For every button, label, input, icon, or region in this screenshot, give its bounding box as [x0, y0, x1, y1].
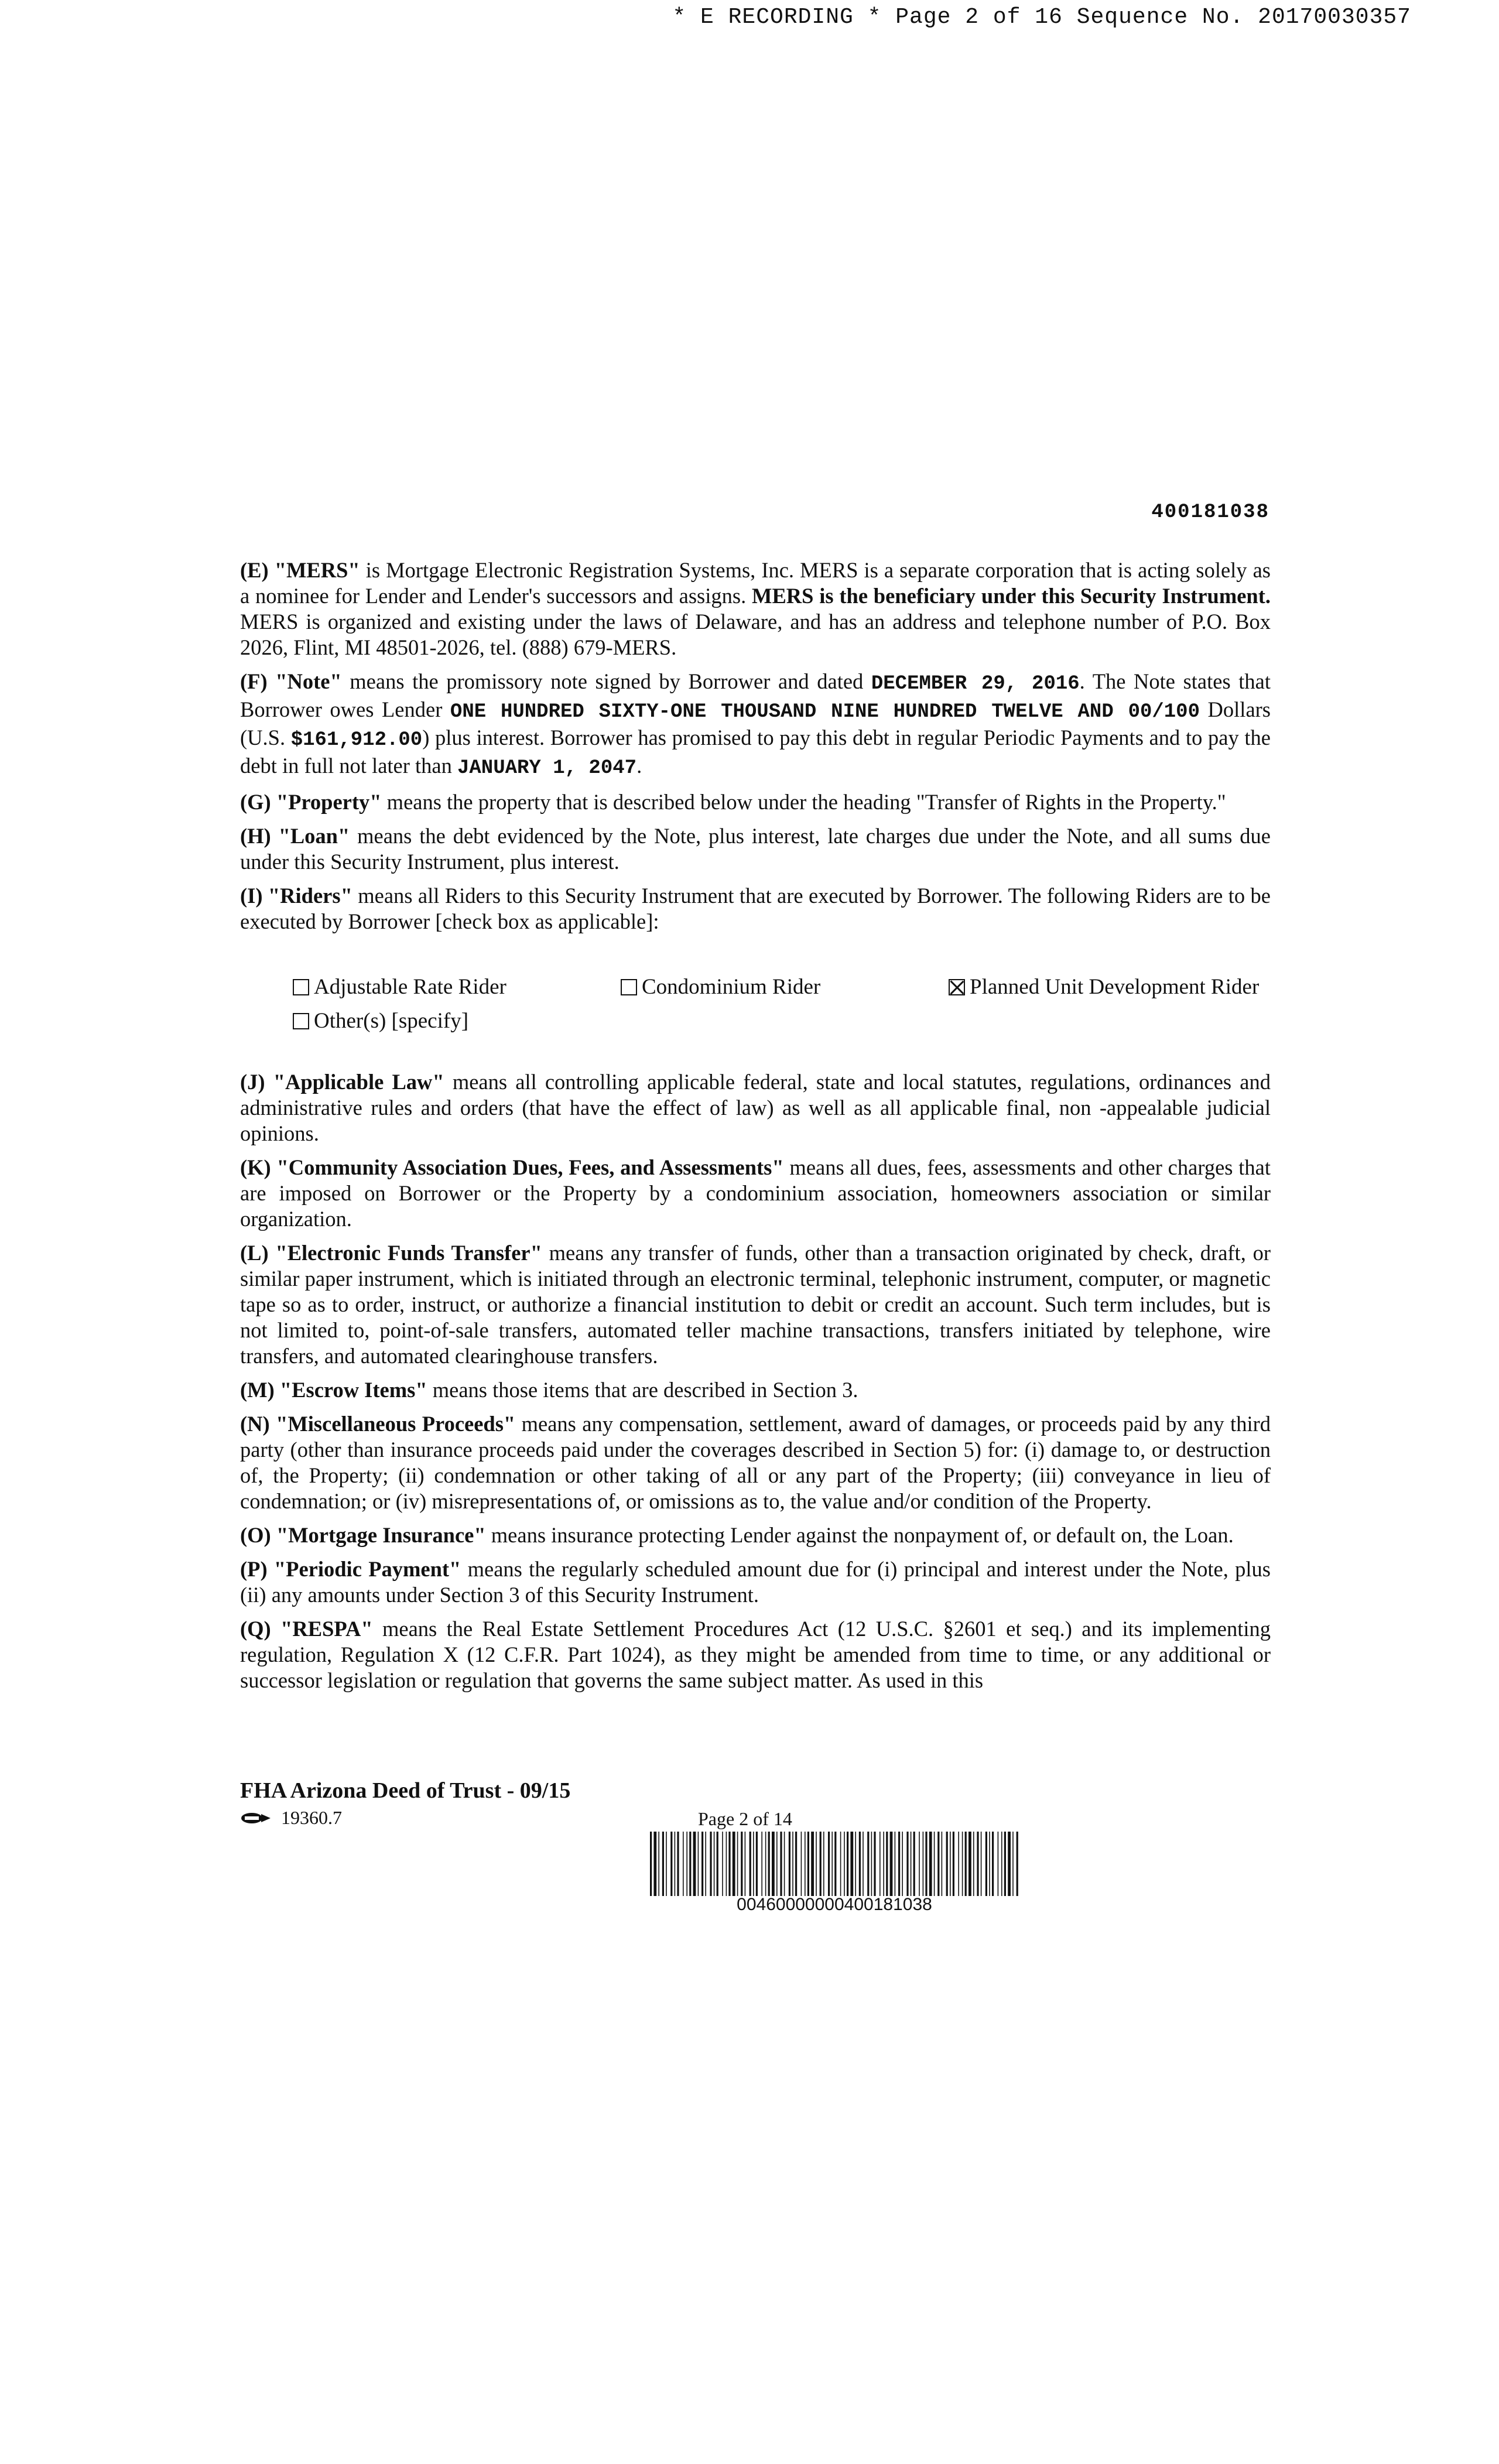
form-id-row [240, 1807, 342, 1829]
rider-adjustable-rate[interactable] [293, 974, 506, 1000]
term-label: (Q) "RESPA" [240, 1617, 373, 1641]
rider-label: Planned Unit Development Rider [970, 975, 1260, 999]
rider-checklist [293, 974, 1271, 1039]
rider-label: Other(s) [specify] [314, 1009, 469, 1033]
note-date: DECEMBER 29, 2016 [871, 673, 1080, 695]
rider-label: Adjustable Rate Rider [314, 975, 506, 999]
checkbox-icon[interactable] [293, 1013, 309, 1029]
rider-label: Condominium Rider [642, 975, 821, 999]
paragraph-n: (N) "Miscellaneous Proceeds" means any compensation, settlement, award of damages, or proceeds paid by any third party (other than insurance proceeds paid under the coverages described in Section 5) for: (i) damage to, or destruction of, the Property; (ii) condemnation or other taking of all or any part of the Property; (iii) conveyance in lieu of condemnation; or (iv) misrepresentations of, or omissions as to, the value and/or condition of the Property. [240, 1412, 1271, 1513]
term-label: (P) "Periodic Payment" [240, 1557, 461, 1581]
paragraph-p: (P) "Periodic Payment" means the regularly scheduled amount due for (i) principal and interest under the Note, plus (ii) any amounts under Section 3 of this Security Instrument. [240, 1557, 1271, 1607]
paragraph-m: (M) "Escrow Items" means those items that are described in Section 3. [240, 1378, 858, 1402]
term-label: (N) "Miscellaneous Proceeds" [240, 1412, 516, 1436]
term-label: (E) "MERS" [240, 558, 360, 582]
checkbox-icon[interactable] [293, 979, 309, 995]
term-label: (L) "Electronic Funds Transfer" [240, 1241, 542, 1265]
term-label: (I) "Riders" [240, 884, 352, 908]
loan-number: 400181038 [1151, 501, 1269, 523]
paragraph-f: (F) "Note" means the promissory note signed by Borrower and dated DECEMBER 29, 2016. The Note states that Borrower owes Lender ONE HUNDRED SIXTY-ONE THOUSAND NINE HUNDRED TWELVE AND 00/100 Dollars (U.S. $161,912.00) plus interest. Borrower has promised to pay this debt in regular Periodic Payments and to pay the debt in full not later than JANUARY 1, 2047. [240, 669, 1271, 779]
recording-stamp: * E RECORDING * Page 2 of 16 Sequence No. 20170030357 [672, 5, 1411, 30]
form-number: 19360.7 [281, 1807, 342, 1828]
term-label: (K) "Community Association Dues, Fees, and Assessments" [240, 1155, 784, 1179]
paragraph-l: (L) "Electronic Funds Transfer" means any transfer of funds, other than a transaction originated by check, draft, or similar paper instrument, which is initiated through an electronic terminal, telephonic instrument, computer, or magnetic tape so as to order, instruct, or authorize a financial institution to debit or credit an account. Such term includes, but is not limited to, point-of-sale transfers, automated teller machine transactions, transfers initiated by telephone, wire transfers, and automated clearinghouse transfers. [240, 1241, 1271, 1368]
document-body [240, 557, 1271, 1702]
term-label: (H) "Loan" [240, 824, 350, 848]
mers-beneficiary-statement: MERS is the beneficiary under this Security Instrument. [752, 584, 1271, 608]
paragraph-j: (J) "Applicable Law" means all controlling applicable federal, state and local statutes, regulations, ordinances and administrative rules and orders (that have the effect of law) as well as all applicable final, non -appealable judicial opinions. [240, 1070, 1271, 1145]
loan-amount: $161,912.00 [290, 729, 423, 751]
rider-planned-unit-development[interactable] [949, 974, 1259, 1000]
paragraph-k: (K) "Community Association Dues, Fees, and Assessments" means all dues, fees, assessments and other charges that are imposed on Borrower or the Property by a condominium association, homeowners association or similar organization. [240, 1155, 1271, 1231]
rider-condominium[interactable] [621, 974, 820, 1000]
paragraph-g: (G) "Property" means the property that is described below under the heading "Transfer of Rights in the Property." [240, 790, 1226, 814]
form-logo-icon [240, 1812, 271, 1825]
term-label: (J) "Applicable Law" [240, 1070, 444, 1094]
checkbox-icon[interactable] [621, 979, 637, 995]
checked-checkbox-icon[interactable] [949, 979, 965, 995]
amount-in-words: ONE HUNDRED SIXTY-ONE THOUSAND NINE HUNDRED TWELVE AND 00/100 [450, 701, 1200, 723]
term-label: (F) "Note" [240, 669, 342, 693]
maturity-date: JANUARY 1, 2047 [457, 757, 637, 779]
paragraph-e: (E) "MERS" is Mortgage Electronic Registration Systems, Inc. MERS is a separate corporation that is acting solely as a nominee for Lender and Lender's successors and assigns. MERS is the beneficiary under this Security Instrument. MERS is organized and existing under the laws of Delaware, and has an address and telephone number of P.O. Box 2026, Flint, MI 48501-2026, tel. (888) 679-MERS. [240, 558, 1271, 659]
barcode [650, 1832, 1019, 1896]
page-indicator: Page 2 of 14 [698, 1808, 792, 1829]
term-label: (G) "Property" [240, 790, 382, 814]
paragraph-q: (Q) "RESPA" means the Real Estate Settlement Procedures Act (12 U.S.C. §2601 et seq.) and its implementing regulation, Regulation X (12 C.F.R. Part 1024), as they might be amended from time to time, or any additional or successor legislation or regulation that governs the same subject matter. As used in this [240, 1617, 1271, 1692]
form-title: FHA Arizona Deed of Trust - 09/15 [240, 1778, 571, 1803]
term-label: (O) "Mortgage Insurance" [240, 1523, 486, 1547]
paragraph-i: (I) "Riders" means all Riders to this Security Instrument that are executed by Borrower. The following Riders are to be executed by Borrower [check box as applicable]: [240, 884, 1271, 933]
barcode-number: 00460000000400181038 [737, 1895, 932, 1914]
term-label: (M) "Escrow Items" [240, 1378, 427, 1402]
rider-other[interactable] [293, 1008, 468, 1034]
paragraph-o: (O) "Mortgage Insurance" means insurance protecting Lender against the nonpayment of, or default on, the Loan. [240, 1523, 1234, 1547]
paragraph-h: (H) "Loan" means the debt evidenced by the Note, plus interest, late charges due under the Note, and all sums due under this Security Instrument, plus interest. [240, 824, 1271, 874]
